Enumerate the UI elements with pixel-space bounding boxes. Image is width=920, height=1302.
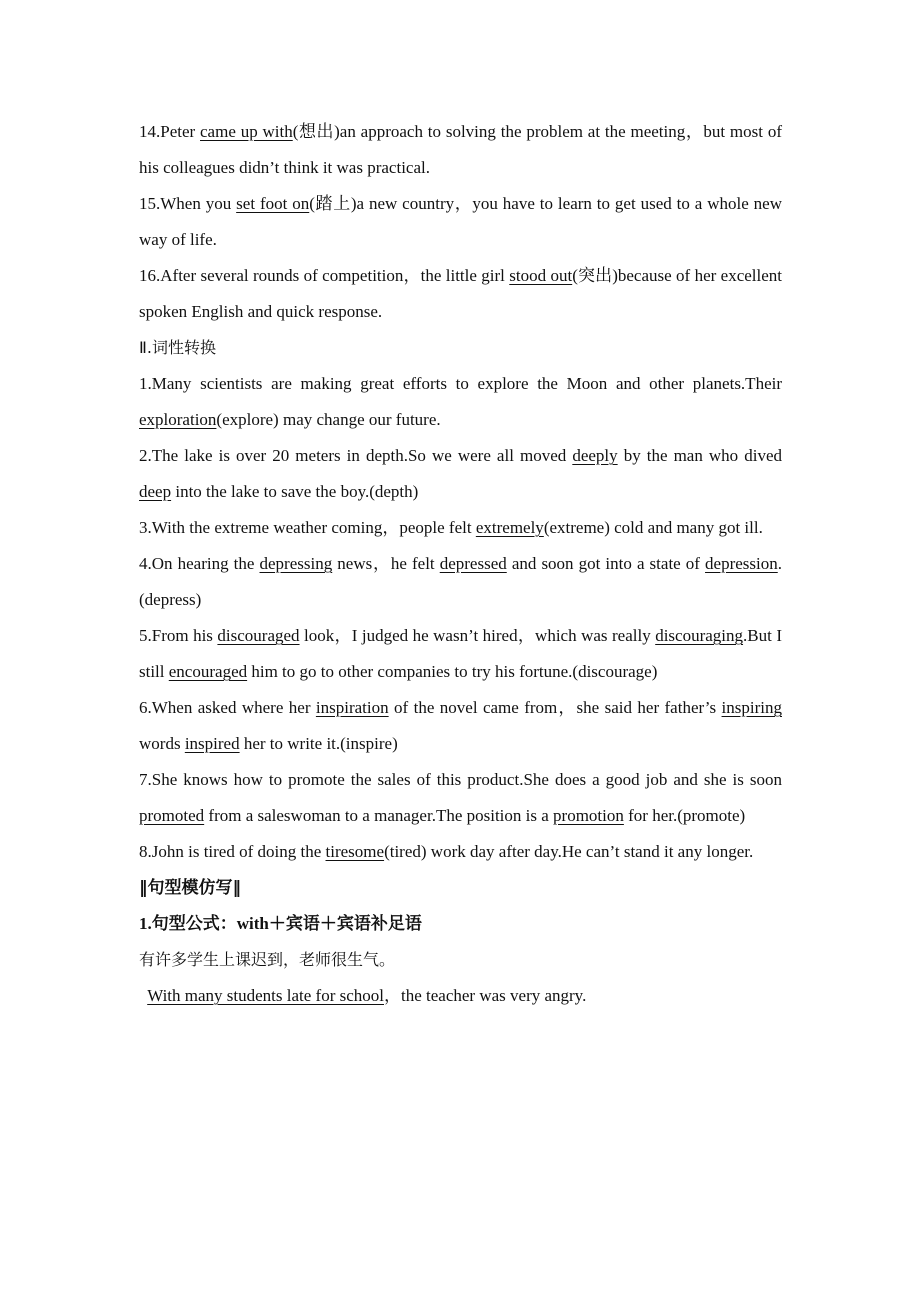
text-segment: words <box>139 734 185 753</box>
exercise-item <box>139 618 782 690</box>
text-segment: .But I still <box>139 626 782 681</box>
text-segment: 3.With the extreme weather coming，people felt <box>139 518 476 537</box>
text-segment: 8.John is tired of doing the <box>139 842 326 861</box>
exercise-item <box>139 834 782 870</box>
exercise-item <box>139 438 782 510</box>
text-segment: (突出)because of her excellent spoken English and quick response. <box>139 266 783 321</box>
answer-blank: deeply <box>572 446 618 465</box>
exercise-item <box>139 366 782 438</box>
text-segment: news，he felt <box>332 554 440 573</box>
answer-blank: depressing <box>259 554 333 573</box>
text-segment: 有许多学生上课迟到，老师很生气。 <box>139 950 396 969</box>
answer-blank: inspiration <box>315 698 389 717</box>
answer-blank: With many students late for school <box>147 986 384 1005</box>
text-segment: Ⅱ.词性转换 <box>139 338 216 357</box>
text-segment: (踏上)a new country，you have to learn to get used to a whole new way of life. <box>139 194 782 249</box>
text-segment: 6.When asked where her <box>139 698 316 717</box>
answer-blank: extremely <box>475 518 544 537</box>
answer-blank: discouraged <box>217 626 300 645</box>
answer-blank: encouraged <box>168 662 248 681</box>
text-segment: him to go to other companies to try his fortune.(discourage) <box>247 662 658 681</box>
section-heading <box>139 870 782 906</box>
text-segment: ‖句型模仿写‖ <box>139 878 241 898</box>
heading <box>139 942 782 978</box>
text-segment: 2.The lake is over 20 meters in depth.So we were all moved <box>139 446 573 465</box>
answer-blank: set foot on <box>236 194 310 213</box>
text-segment: and soon got into a state of <box>506 554 706 573</box>
text-segment: ，the teacher was very angry. <box>384 986 587 1005</box>
answer-blank: tiresome <box>325 842 385 861</box>
text-segment: for her.(promote) <box>623 806 746 825</box>
text-segment: (explore) may change our future. <box>216 410 441 429</box>
answer-blank: promotion <box>553 806 624 825</box>
text-segment: from a saleswoman to a manager.The position is a <box>204 806 554 825</box>
exercise-item <box>139 258 782 330</box>
text-segment: 1.句型公式：with＋宾语＋宾语补足语 <box>139 914 422 933</box>
heading <box>139 330 782 366</box>
text-segment: 14.Peter <box>139 122 201 141</box>
answer-blank: deep <box>139 482 172 501</box>
exercise-item <box>139 186 782 258</box>
text-segment: of the novel came from，she said her father’s <box>388 698 722 717</box>
text-segment: 16.After several rounds of competition，the little girl <box>139 266 510 285</box>
heading <box>139 906 782 942</box>
exercise-item <box>139 690 782 762</box>
answer-blank: discouraging <box>655 626 744 645</box>
text-segment: 1.Many scientists are making great efforts to explore the Moon and other planets.Their <box>139 374 782 393</box>
exercise-item <box>139 762 782 834</box>
text-segment: 15.When you <box>139 194 237 213</box>
exercise-item <box>139 978 782 1014</box>
answer-blank: depression <box>705 554 778 573</box>
answer-blank: promoted <box>139 806 205 825</box>
text-segment: .(depress) <box>139 554 782 609</box>
answer-blank: depressed <box>439 554 507 573</box>
answer-blank: inspiring <box>721 698 782 717</box>
text-segment <box>139 986 147 1005</box>
answer-blank: stood out <box>509 266 573 285</box>
text-segment: (想出)an approach to solving the problem at the meeting，but most of his colleagues didn’t think it was practical. <box>139 122 782 177</box>
text-segment: (extreme) cold and many got ill. <box>543 518 763 537</box>
text-segment: by the man who dived <box>617 446 782 465</box>
answer-blank: came up with <box>200 122 293 141</box>
exercise-item <box>139 114 782 186</box>
exercise-item <box>139 546 782 618</box>
answer-blank: inspired <box>184 734 240 753</box>
text-segment: 5.From his <box>139 626 218 645</box>
text-segment: into the lake to save the boy.(depth) <box>171 482 419 501</box>
text-segment: look，I judged he wasn’t hired，which was really <box>299 626 656 645</box>
text-segment: 4.On hearing the <box>139 554 260 573</box>
exercise-item <box>139 510 782 546</box>
answer-blank: exploration <box>139 410 217 429</box>
text-segment: her to write it.(inspire) <box>239 734 398 753</box>
text-segment: (tired) work day after day.He can’t stand it any longer. <box>384 842 754 861</box>
document-body <box>139 114 782 1014</box>
text-segment: 7.She knows how to promote the sales of this product.She does a good job and she is soon <box>139 770 782 789</box>
